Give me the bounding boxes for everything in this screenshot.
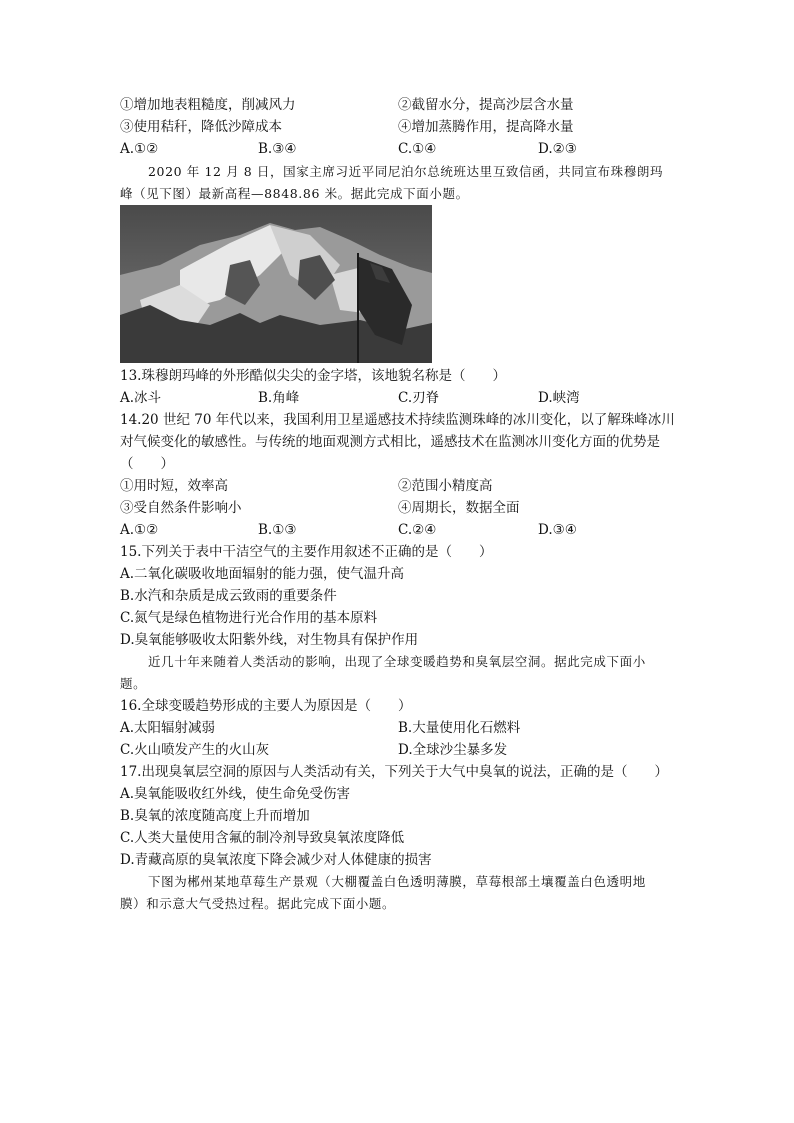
q16-choice-d: D.全球沙尘暴多发 bbox=[398, 742, 508, 758]
q17-choice-c: C.人类大量使用含氟的制冷剂导致臭氧浓度降低 bbox=[120, 830, 405, 846]
q14-option-1: ①用时短，效率高 bbox=[120, 478, 228, 494]
q17-choice-d: D.青藏高原的臭氧浓度下降会减少对人体健康的损害 bbox=[120, 852, 432, 868]
intro-ozone-line2: 题。 bbox=[120, 676, 147, 691]
q14-choice-b: B.①③ bbox=[258, 522, 297, 538]
intro-ozone-line1: 近几十年来随着人类活动的影响，出现了全球变暖趋势和臭氧层空洞。据此完成下面小 bbox=[148, 654, 646, 669]
choice-a: A.①② bbox=[120, 141, 159, 157]
question-14-line3: （ ） bbox=[120, 456, 174, 472]
intro-everest-line1: 2020 年 12 月 8 日，国家主席习近平同尼泊尔总统班达里互致信函，共同宣布珠穆朗玛 bbox=[148, 164, 664, 179]
q14-choice-d: D.③④ bbox=[538, 522, 577, 538]
everest-photo bbox=[120, 205, 432, 363]
q14-choice-c: C.②④ bbox=[398, 522, 437, 538]
q14-option-3: ③受自然条件影响小 bbox=[120, 500, 242, 516]
intro-everest-line2: 峰（见下图）最新高程—8848.86 米。据此完成下面小题。 bbox=[120, 186, 469, 201]
question-14-line2: 对气候变化的敏感性。与传统的地面观测方式相比，遥感技术在监测冰川变化方面的优势是 bbox=[120, 434, 660, 450]
q15-choice-a: A.二氧化碳吸收地面辐射的能力强，使气温升高 bbox=[120, 566, 405, 582]
option-2: ②截留水分，提高沙层含水量 bbox=[398, 97, 574, 113]
choice-c: C.①④ bbox=[398, 141, 437, 157]
q13-choice-a: A.冰斗 bbox=[120, 390, 162, 406]
q15-choice-d: D.臭氧能够吸收太阳紫外线，对生物具有保护作用 bbox=[120, 632, 419, 648]
option-1: ①增加地表粗糙度，削减风力 bbox=[120, 97, 296, 113]
question-13: 13.珠穆朗玛峰的外形酷似尖尖的金字塔，该地貌名称是（ ） bbox=[120, 368, 506, 384]
question-14-line1: 14.20 世纪 70 年代以来，我国利用卫星遥感技术持续监测珠峰的冰川变化，以了解珠峰冰川 bbox=[120, 412, 675, 428]
q16-choice-c: C.火山喷发产生的火山灰 bbox=[120, 742, 270, 758]
q13-choice-b: B.角峰 bbox=[258, 390, 300, 406]
question-17: 17.出现臭氧层空洞的原因与人类活动有关，下列关于大气中臭氧的说法，正确的是（ ） bbox=[120, 764, 668, 780]
q13-choice-c: C.刃脊 bbox=[398, 390, 440, 406]
intro-strawberry-line2: 膜）和示意大气受热过程。据此完成下面小题。 bbox=[120, 896, 396, 911]
q14-option-2: ②范围小精度高 bbox=[398, 478, 493, 494]
q15-choice-b: B.水汽和杂质是成云致雨的重要条件 bbox=[120, 588, 337, 604]
q17-choice-b: B.臭氧的浓度随高度上升而增加 bbox=[120, 808, 310, 824]
question-16: 16.全球变暖趋势形成的主要人为原因是（ ） bbox=[120, 698, 412, 714]
q14-choice-a: A.①② bbox=[120, 522, 159, 538]
option-3: ③使用秸秆，降低沙障成本 bbox=[120, 119, 282, 135]
intro-strawberry-line1: 下图为郴州某地草莓生产景观（大棚覆盖白色透明薄膜，草莓根部土壤覆盖白色透明地 bbox=[148, 874, 646, 889]
q14-option-4: ④周期长，数据全面 bbox=[398, 500, 520, 516]
q17-choice-a: A.臭氧能吸收红外线，使生命免受伤害 bbox=[120, 786, 351, 802]
choice-d: D.②③ bbox=[538, 141, 577, 157]
q13-choice-d: D.峡湾 bbox=[538, 390, 580, 406]
q15-choice-c: C.氮气是绿色植物进行光合作用的基本原料 bbox=[120, 610, 378, 626]
question-15: 15.下列关于表中干洁空气的主要作用叙述不正确的是（ ） bbox=[120, 544, 493, 560]
q16-choice-a: A.太阳辐射减弱 bbox=[120, 720, 216, 736]
q16-choice-b: B.大量使用化石燃料 bbox=[398, 720, 521, 736]
option-4: ④增加蒸腾作用，提高降水量 bbox=[398, 119, 574, 135]
choice-b: B.③④ bbox=[258, 141, 297, 157]
